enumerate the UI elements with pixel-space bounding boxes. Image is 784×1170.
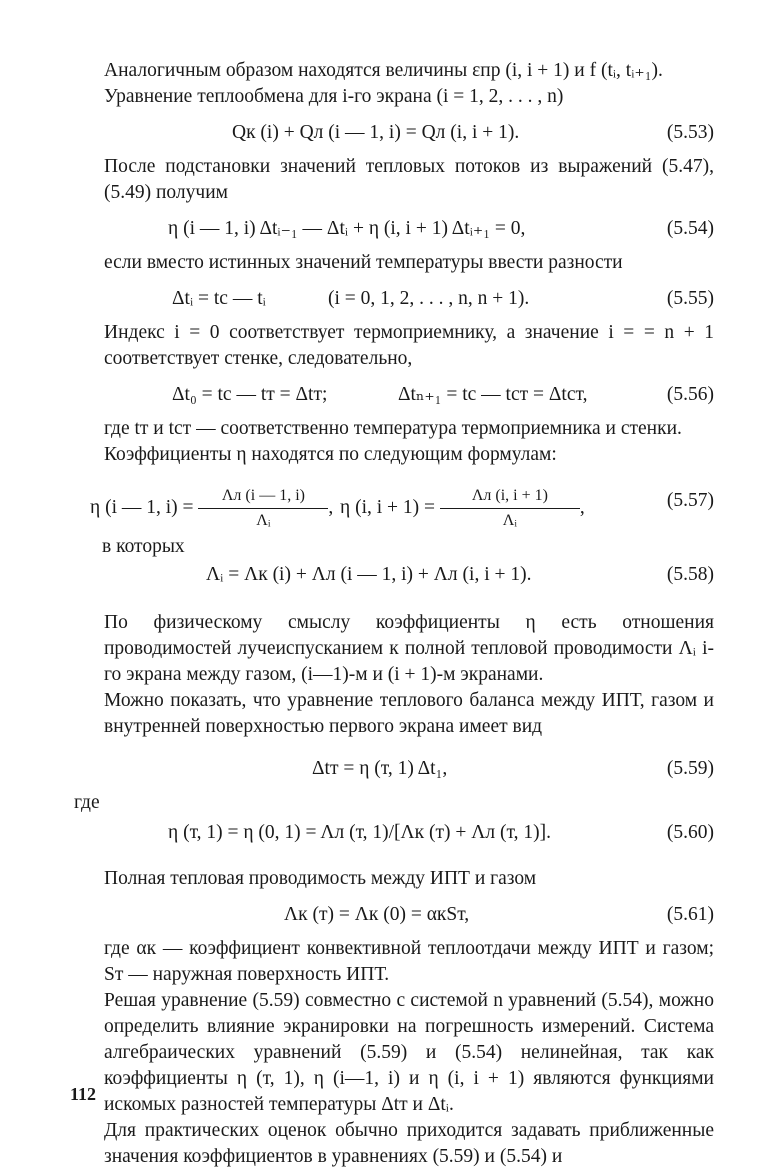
paragraph-13: где αк — коэффициент конвективной теплоотдачи между ИПТ и газом; Sт — наружная поверхность ИПТ. <box>104 938 714 985</box>
paragraph-8: в которых <box>102 536 185 557</box>
eq57-right-lhs: η (i, i + 1) = <box>340 496 436 518</box>
equation-5-60 <box>104 818 714 848</box>
paragraph-12: Полная тепловая проводимость между ИПТ и газом <box>104 868 537 889</box>
equation-5-53-number: (5.53) <box>666 122 714 143</box>
paragraph-6: где tт и tст — соответственно температура термоприемника и стенки. <box>104 418 682 439</box>
equation-5-54-formula: η (i — 1, i) Δtᵢ₋₁ — Δtᵢ + η (i, i + 1) Δtᵢ₊₁ = 0, <box>168 218 526 239</box>
equation-5-57-left: η (i — 1, i) = $\frac{\Lambda л (i — 1, i)}{\text{Λᵢ}}$ , <box>90 487 334 529</box>
equation-5-54-number: (5.54) <box>666 218 714 239</box>
equation-5-57-right: η (i, i + 1) = $\frac{\Lambda л (i, i + 1)}{\text{Λᵢ}}$ , <box>340 487 585 529</box>
paragraph-11: где <box>74 792 100 813</box>
eq57-right-fraction <box>440 486 580 531</box>
eq57-left-numerator: Λл (i — 1, i) <box>198 486 328 509</box>
equation-5-58-formula: Λᵢ = Λк (i) + Λл (i — 1, i) + Λл (i, i + 1). <box>206 564 532 585</box>
equation-5-54 <box>104 214 714 244</box>
equation-5-60-formula: η (т, 1) = η (0, 1) = Λл (т, 1)/[Λк (т) + Λл (т, 1)]. <box>168 822 551 843</box>
paragraph-4: если вместо истинных значений температуры ввести разности <box>104 252 623 273</box>
paragraph-14: Решая уравнение (5.59) совместно с системой n уравнений (5.54), можно определить влияние экранировки на погрешность измерений. Система алгебраических уравнений (5.59) и (5.54) нелинейная, так как коэффициенты η (т, 1), η (i—1, i) и η (i, i + 1) являются функциями искомых разностей температуры Δtт и Δtᵢ. <box>104 990 714 1115</box>
eq57-right-denominator: Λᵢ <box>502 512 517 529</box>
equation-5-59 <box>104 754 714 784</box>
page-number: 112 <box>70 1084 97 1104</box>
equation-5-55-range: (i = 0, 1, 2, . . . , n, n + 1). <box>328 288 530 309</box>
eq57-left-fraction <box>198 486 328 531</box>
equation-5-55-formula: Δtᵢ = tс — tᵢ <box>172 288 266 309</box>
equation-5-56-number: (5.56) <box>666 384 714 405</box>
paragraph-2: Уравнение теплообмена для i-го экрана (i = 1, 2, . . . , n) <box>104 86 564 107</box>
equation-5-61-formula: Λк (т) = Λк (0) = αкSт, <box>284 904 470 925</box>
paragraph-10: Можно показать, что уравнение теплового баланса между ИПТ, газом и внутренней поверхностью первого экрана имеет вид <box>104 690 714 737</box>
equation-5-57 <box>90 470 714 534</box>
equation-5-53 <box>104 118 714 148</box>
equation-5-53-formula: Qк (i) + Qл (i — 1, i) = Qл (i, i + 1). <box>232 122 520 143</box>
equation-5-56-right: Δtₙ₊₁ = tс — tст = Δtст, <box>398 384 588 405</box>
paragraph-5: Индекс i = 0 соответствует термоприемнику, а значение i = = n + 1 соответствует стенке, следовательно, <box>104 322 714 369</box>
eq57-right-numerator: Λл (i, i + 1) <box>440 486 580 509</box>
paragraph-1: Аналогичным образом находятся величины εпр (i, i + 1) и f (tᵢ, tᵢ₊₁). <box>104 60 663 81</box>
equation-5-61 <box>104 900 714 930</box>
equation-5-61-number: (5.61) <box>666 904 714 925</box>
equation-5-59-number: (5.59) <box>666 758 714 779</box>
equation-5-59-formula: Δtт = η (т, 1) Δt₁, <box>312 758 448 779</box>
equation-5-60-number: (5.60) <box>666 822 714 843</box>
equation-5-58 <box>104 560 714 590</box>
paragraph-3: После подстановки значений тепловых потоков из выражений (5.47), (5.49) получим <box>104 156 714 203</box>
eq57-left-denominator: Λᵢ <box>256 512 271 529</box>
equation-5-56 <box>104 380 714 410</box>
equation-5-57-number: (5.57) <box>666 490 714 511</box>
eq57-left-lhs: η (i — 1, i) = <box>90 496 194 518</box>
paragraph-9: По физическому смыслу коэффициенты η есть отношения проводимостей лучеиспусканием к полной тепловой проводимости Λᵢ i-го экрана между газом, (i—1)-м и (i + 1)-м экранами. <box>104 612 714 685</box>
paragraph-7: Коэффициенты η находятся по следующим формулам: <box>104 444 557 465</box>
equation-5-55 <box>104 284 714 314</box>
paragraph-15: Для практических оценок обычно приходится задавать приближенные значения коэффициентов в уравнениях (5.59) и (5.54) и <box>104 1120 714 1167</box>
equation-5-55-number: (5.55) <box>666 288 714 309</box>
equation-5-58-number: (5.58) <box>666 564 714 585</box>
equation-5-56-left: Δt₀ = tс — tт = Δtт; <box>172 384 328 405</box>
